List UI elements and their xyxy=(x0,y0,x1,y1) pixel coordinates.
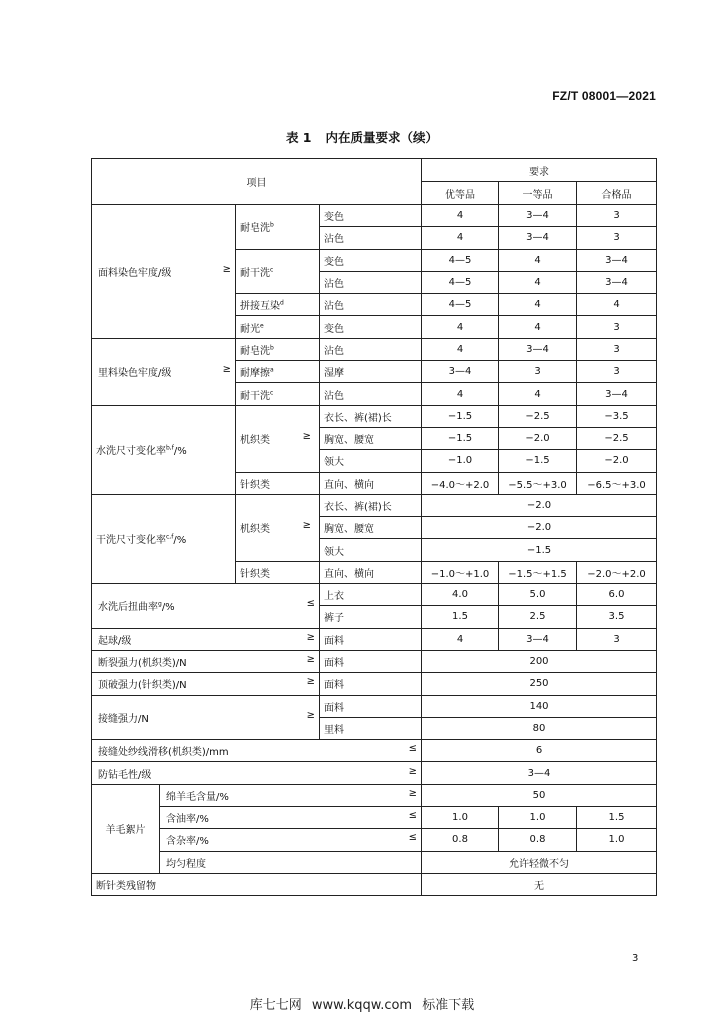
value-qualified: 3 xyxy=(577,338,657,360)
down-proof-label: 防钻毛性/级 ≥ xyxy=(92,762,422,784)
value-qualified: −6.5～+3.0 xyxy=(577,472,657,494)
sub-item: 沾色 xyxy=(320,338,422,360)
value-all-grades: 250 xyxy=(422,673,657,695)
value-qualified: 3 xyxy=(577,227,657,249)
value-premium: 4—5 xyxy=(422,294,499,316)
value-first: −2.5 xyxy=(499,405,577,427)
value-premium: −4.0～+2.0 xyxy=(422,472,499,494)
value-qualified: 1.5 xyxy=(577,807,657,829)
standard-code: FZ/T 08001—2021 xyxy=(552,89,656,103)
breaking-strength-label: 断裂强力(机织类)/N ≥ xyxy=(92,650,320,672)
soap-wash-label: 耐皂洗$^b$ xyxy=(236,338,320,360)
value-first: 3—4 xyxy=(499,628,577,650)
value-premium: 4.0 xyxy=(422,584,499,606)
value-premium: 4 xyxy=(422,205,499,227)
value-premium: 1.0 xyxy=(422,807,499,829)
site-watermark: 库七七网 www.kqqw.com 标准下载 xyxy=(249,998,475,1013)
sub-item: 面料 xyxy=(320,673,422,695)
value-qualified: −2.5 xyxy=(577,427,657,449)
value-all-grades: −2.0 xyxy=(422,517,657,539)
table-row xyxy=(92,650,657,672)
dryclean-dimension-change-label: 干洗尺寸变化率$^{c,f}$/% xyxy=(92,494,236,583)
value-premium: −1.0 xyxy=(422,450,499,472)
light-fastness-label: 耐光$^e$ xyxy=(236,316,320,338)
bursting-strength-label: 顶破强力(针织类)/N ≥ xyxy=(92,673,320,695)
splice-staining-label: 拼接互染$^d$ xyxy=(236,294,320,316)
value-first: −1.5 xyxy=(499,450,577,472)
quality-requirements-table xyxy=(91,158,657,896)
sub-item: 面料 xyxy=(320,650,422,672)
header-grade-first: 一等品 xyxy=(499,182,577,205)
table-row xyxy=(92,628,657,650)
table-row xyxy=(92,740,657,762)
table-caption: 内在质量要求（续） xyxy=(325,130,439,145)
value-all-grades: 80 xyxy=(422,717,657,739)
sub-item: 面料 xyxy=(320,628,422,650)
woven-label: 机织类 ≥ xyxy=(236,494,320,561)
value-all-grades: 50 xyxy=(422,784,657,806)
table-row xyxy=(92,873,657,895)
table-row xyxy=(92,494,657,516)
table-row xyxy=(92,807,657,829)
value-first: 2.5 xyxy=(499,606,577,628)
header-grade-qualified: 合格品 xyxy=(577,182,657,205)
value-first: 4 xyxy=(499,294,577,316)
value-first: 3—4 xyxy=(499,227,577,249)
value-premium: 1.5 xyxy=(422,606,499,628)
value-all-grades: 140 xyxy=(422,695,657,717)
value-first: 4 xyxy=(499,271,577,293)
value-first: 1.0 xyxy=(499,807,577,829)
value-qualified: 3 xyxy=(577,316,657,338)
woven-label: 机织类 ≥ xyxy=(236,405,320,472)
value-qualified: −2.0 xyxy=(577,450,657,472)
sub-item: 变色 xyxy=(320,316,422,338)
header-requirement: 要求 xyxy=(422,159,657,182)
seam-strength-label: 接缝强力/N ≥ xyxy=(92,695,320,740)
value-all-grades: 允许轻微不匀 xyxy=(422,851,657,873)
value-all-grades: −1.5 xyxy=(422,539,657,561)
value-premium: 4 xyxy=(422,383,499,405)
value-first: 3—4 xyxy=(499,205,577,227)
table-row xyxy=(92,584,657,606)
sub-item: 衣长、裤(裙)长 xyxy=(320,405,422,427)
value-premium: 4 xyxy=(422,338,499,360)
sub-item: 含杂率/% ≤ xyxy=(160,829,422,851)
value-qualified: 3—4 xyxy=(577,271,657,293)
sub-item: 衣长、裤(裙)长 xyxy=(320,494,422,516)
value-premium: 4 xyxy=(422,316,499,338)
value-qualified: −3.5 xyxy=(577,405,657,427)
value-premium: −1.0～+1.0 xyxy=(422,561,499,583)
sub-item: 胸宽、腰宽 xyxy=(320,427,422,449)
value-all-grades: 200 xyxy=(422,650,657,672)
value-premium: 4 xyxy=(422,227,499,249)
sub-item: 面料 xyxy=(320,695,422,717)
sub-item: 直向、横向 xyxy=(320,472,422,494)
header-item: 项目 xyxy=(92,159,422,205)
header-grade-premium: 优等品 xyxy=(422,182,499,205)
value-first: −1.5～+1.5 xyxy=(499,561,577,583)
value-first: 4 xyxy=(499,383,577,405)
sub-item: 沾色 xyxy=(320,271,422,293)
value-first: −2.0 xyxy=(499,427,577,449)
knit-label: 针织类 xyxy=(236,472,320,494)
table-row xyxy=(92,338,657,360)
value-premium: 4 xyxy=(422,628,499,650)
sub-item: 变色 xyxy=(320,249,422,271)
sub-item: 上衣 xyxy=(320,584,422,606)
value-all-grades: 3—4 xyxy=(422,762,657,784)
value-premium: −1.5 xyxy=(422,405,499,427)
yarn-slippage-label: 接缝处纱线滑移(机织类)/mm ≤ xyxy=(92,740,422,762)
value-first: 3—4 xyxy=(499,338,577,360)
sub-item: 变色 xyxy=(320,205,422,227)
sub-item: 胸宽、腰宽 xyxy=(320,517,422,539)
sub-item: 绵羊毛含量/% ≥ xyxy=(160,784,422,806)
value-premium: −1.5 xyxy=(422,427,499,449)
sub-item: 湿摩 xyxy=(320,361,422,383)
value-qualified: 3.5 xyxy=(577,606,657,628)
value-qualified: 4 xyxy=(577,294,657,316)
sub-item: 里料 xyxy=(320,717,422,739)
table-title xyxy=(0,128,724,146)
sub-item: 沾色 xyxy=(320,227,422,249)
lining-color-fastness-label: 里料染色牢度/级 ≥ xyxy=(92,338,236,405)
value-qualified: 3 xyxy=(577,628,657,650)
table-number: 表 1 xyxy=(285,130,312,145)
soap-wash-label: 耐皂洗$^b$ xyxy=(236,205,320,250)
value-premium: 4—5 xyxy=(422,249,499,271)
page-number: 3 xyxy=(632,953,639,964)
sub-item: 直向、横向 xyxy=(320,561,422,583)
value-first: 3 xyxy=(499,361,577,383)
table-header-row xyxy=(92,159,657,182)
wash-dimension-change-label: 水洗尺寸变化率$^{b,f}$/% xyxy=(92,405,236,494)
value-qualified: 3 xyxy=(577,361,657,383)
table-row xyxy=(92,829,657,851)
pilling-label: 起球/级 ≥ xyxy=(92,628,320,650)
value-qualified: 6.0 xyxy=(577,584,657,606)
value-qualified: 3 xyxy=(577,205,657,227)
fabric-color-fastness-label: 面料染色牢度/级 ≥ xyxy=(92,205,236,339)
dry-clean-label: 耐干洗$^c$ xyxy=(236,383,320,405)
table-row xyxy=(92,851,657,873)
twist-rate-label: 水洗后扭曲率$^g$/% ≤ xyxy=(92,584,320,629)
value-all-grades: 无 xyxy=(422,873,657,895)
value-premium: 3—4 xyxy=(422,361,499,383)
value-all-grades: 6 xyxy=(422,740,657,762)
sub-item: 领大 xyxy=(320,450,422,472)
table-row xyxy=(92,695,657,717)
value-qualified: 3—4 xyxy=(577,249,657,271)
value-first: 4 xyxy=(499,316,577,338)
wool-wadding-label: 羊毛絮片 xyxy=(92,784,160,873)
sub-item: 裤子 xyxy=(320,606,422,628)
value-first: 0.8 xyxy=(499,829,577,851)
sub-item: 领大 xyxy=(320,539,422,561)
table-row xyxy=(92,673,657,695)
value-qualified: 3—4 xyxy=(577,383,657,405)
sub-item: 沾色 xyxy=(320,383,422,405)
value-first: −5.5～+3.0 xyxy=(499,472,577,494)
sub-item: 含油率/% ≤ xyxy=(160,807,422,829)
rubbing-label: 耐摩擦$^a$ xyxy=(236,361,320,383)
table-row xyxy=(92,762,657,784)
sub-item: 均匀程度 xyxy=(160,851,422,873)
knit-label: 针织类 xyxy=(236,561,320,583)
dry-clean-label: 耐干洗$^c$ xyxy=(236,249,320,294)
value-all-grades: −2.0 xyxy=(422,494,657,516)
broken-needle-label: 断针类残留物 xyxy=(92,873,422,895)
value-qualified: −2.0～+2.0 xyxy=(577,561,657,583)
table-row xyxy=(92,205,657,227)
sub-item: 沾色 xyxy=(320,294,422,316)
value-first: 4 xyxy=(499,249,577,271)
value-qualified: 1.0 xyxy=(577,829,657,851)
value-first: 5.0 xyxy=(499,584,577,606)
value-premium: 0.8 xyxy=(422,829,499,851)
table-row xyxy=(92,784,657,806)
value-premium: 4—5 xyxy=(422,271,499,293)
table-row xyxy=(92,405,657,427)
